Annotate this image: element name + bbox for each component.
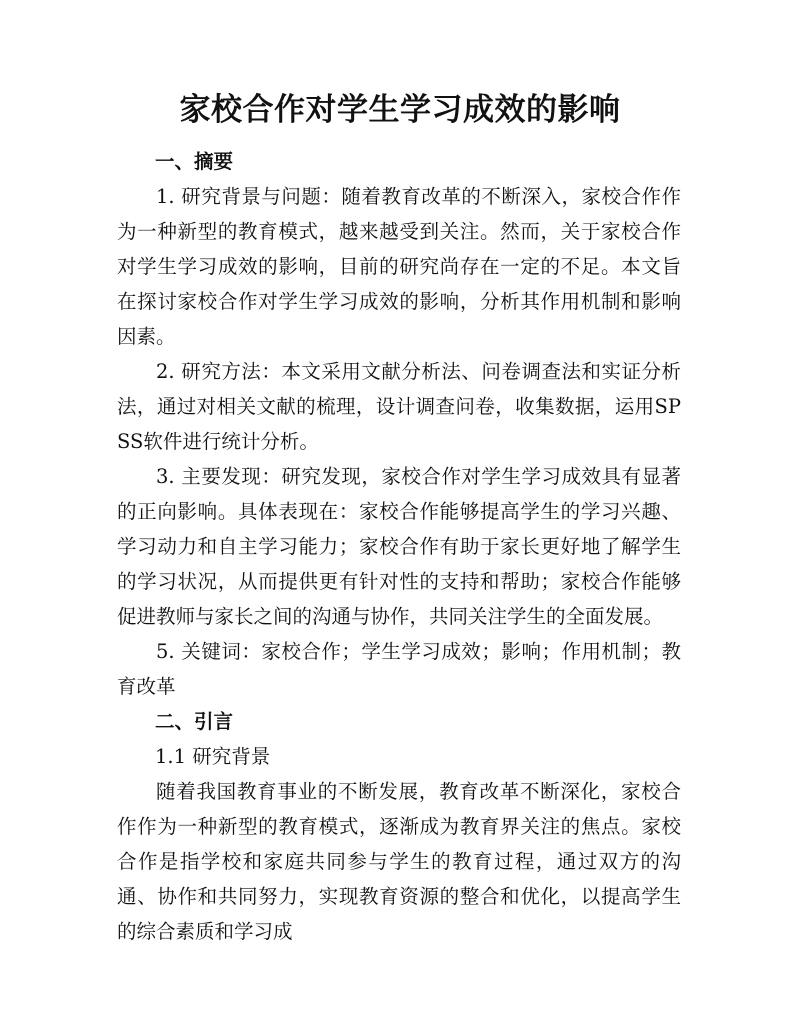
- intro-heading: 二、引言: [155, 710, 234, 733]
- document-body: [117, 144, 681, 949]
- abstract-heading: 一、摘要: [155, 150, 234, 173]
- abstract-paragraph-5: 5. 关键词：家校合作；学生学习成效；影响；作用机制；教育改革: [117, 640, 681, 698]
- document-title: 家校合作对学生学习成效的影响: [179, 92, 621, 128]
- abstract-paragraph-1: 1. 研究背景与问题：随着教育改革的不断深入，家校合作作为一种新型的教育模式，越来越受到关注。然而，关于家校合作对学生学习成效的影响，目前的研究尚存在一定的不足。本文旨在探讨家校合作对学生学习成效的影响，分析其作用机制和影响因素。: [117, 185, 681, 348]
- intro-paragraph-1: 随着我国教育事业的不断发展，教育改革不断深化，家校合作作为一种新型的教育模式，逐渐成为教育界关注的焦点。家校合作是指学校和家庭共同参与学生的教育过程，通过双方的沟通、协作和共同努力，实现教育资源的整合和优化，以提高学生的综合素质和学习成: [117, 780, 681, 943]
- abstract-paragraph-2: 2. 研究方法：本文采用文献分析法、问卷调查法和实证分析法，通过对相关文献的梳理，设计调查问卷，收集数据，运用SPSS软件进行统计分析。: [117, 360, 681, 453]
- intro-subheading: 1.1 研究背景: [155, 745, 271, 768]
- abstract-paragraph-3: 3. 主要发现：研究发现，家校合作对学生学习成效具有显著的正向影响。具体表现在：家校合作能够提高学生的学习兴趣、学习动力和自主学习能力；家校合作有助于家长更好地了解学生的学习状况，从而提供更有针对性的支持和帮助；家校合作能够促进教师与家长之间的沟通与协作，共同关注学生的全面发展。: [117, 465, 681, 628]
